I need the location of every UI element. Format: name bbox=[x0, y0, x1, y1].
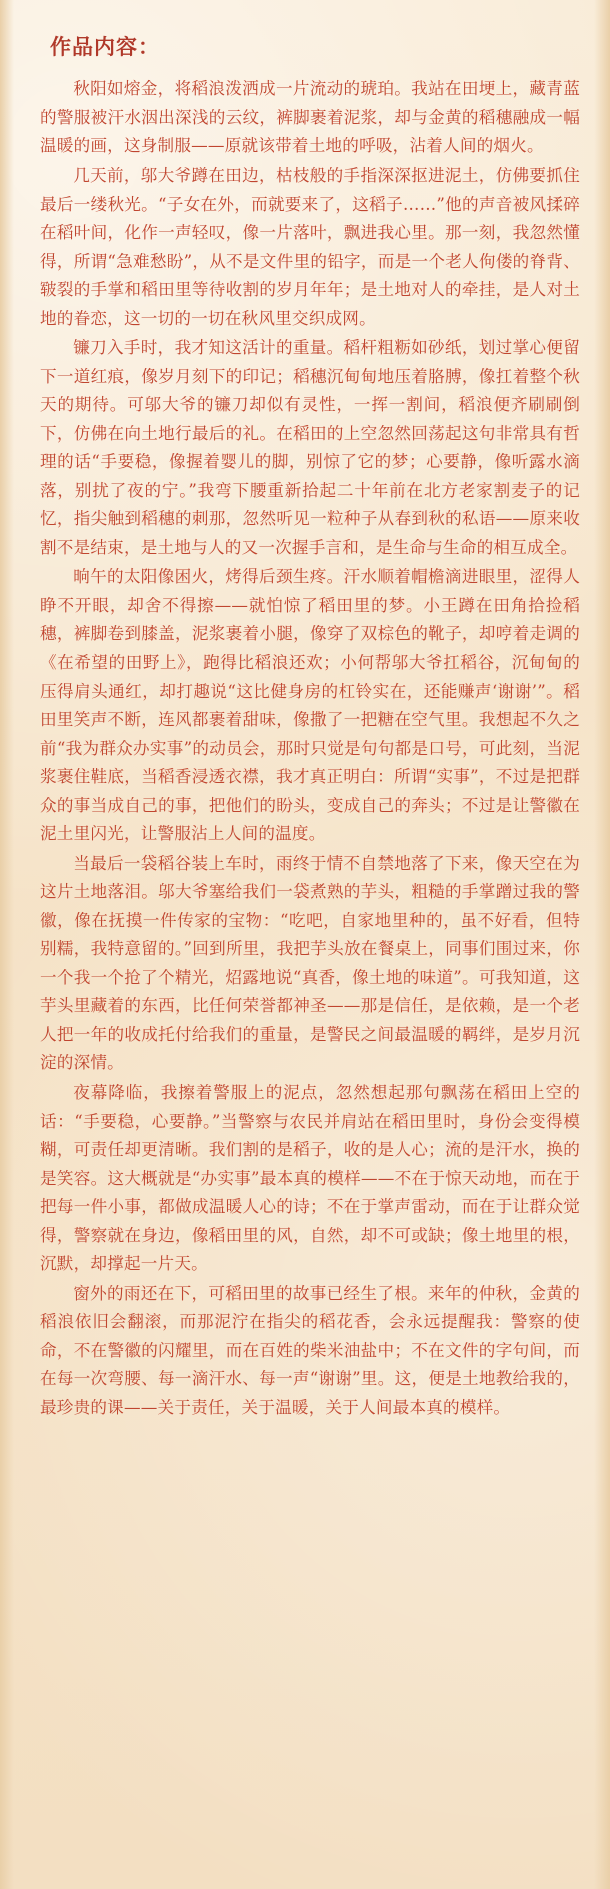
paragraph: 夜幕降临，我擦着警服上的泥点，忽然想起那句飘荡在稻田上空的话：“手要稳，心要静。”当警察与农民并肩站在稻田里时，身份会变得模糊，可责任却更清晰。我们割的是稻子，收的是人心；流的是汗水，换的是笑容。这大概就是“办实事”最本真的模样——不在于惊天动地，而在于把每一件小事，都做成温暖人心的诗；不在于掌声雷动，而在于让群众觉得，警察就在身边，像稻田里的风，自然，却不可或缺；像土地里的根，沉默，却撑起一片天。 bbox=[40, 1082, 580, 1274]
paragraph: 几天前，邬大爷蹲在田边，枯枝般的手指深深抠进泥土，仿佛要抓住最后一缕秋光。“子女在外，而就要来了，这稻子……”他的声音被风揉碎在稻叶间，化作一声轻叹，像一片落叶，飘进我心里。那一刻，我忽然懂得，所谓“急难愁盼”，从不是文件里的铅字，而是一个老人佝偻的脊背、皲裂的手掌和稻田里等待收割的岁月年年；是土地对人的牵挂，是人对土地的眷恋，这一切的一切在秋风里交织成网。 bbox=[40, 165, 580, 328]
paragraph: 秋阳如熔金，将稻浪泼洒成一片流动的琥珀。我站在田埂上，藏青蓝的警服被汗水洇出深浅的云纹，裤脚裹着泥浆，却与金黄的稻穗融成一幅温暖的画，这身制服——原就该带着土地的呼吸，沾着人间的烟火。 bbox=[40, 79, 580, 156]
document-body bbox=[40, 75, 580, 1422]
paragraph: 窗外的雨还在下，可稻田里的故事已经生了根。来年的仲秋，金黄的稻浪依旧会翻滚，而那泥泞在指尖的稻花香，会永远提醒我：警察的使命，不在警徽的闪耀里，而在百姓的柴米油盐中；不在文件的字句间，而在每一次弯腰、每一滴汗水、每一声“谢谢”里。这，便是土地教给我的，最珍贵的课——关于责任，关于温暖，关于人间最本真的模样。 bbox=[40, 1283, 580, 1417]
page-title: 作品内容： bbox=[50, 34, 160, 59]
paragraph: 镰刀入手时，我才知这活计的重量。稻杆粗粝如砂纸，划过掌心便留下一道红痕，像岁月刻下的印记；稻穗沉甸甸地压着胳膊，像扛着整个秋天的期待。可邬大爷的镰刀却似有灵性，一挥一割间，稻浪便齐刷刷倒下，仿佛在向土地行最后的礼。在稻田的上空忽然回荡起这句非常具有哲理的话“手要稳，像握着婴儿的脚，别惊了它的梦；心要静，像听露水滴落，别扰了夜的宁。”我弯下腰重新拾起二十年前在北方老家割麦子的记忆，指尖触到稻穗的刺那，忽然听见一粒种子从春到秋的私语——原来收割不是结束，是土地与人的又一次握手言和，是生命与生命的相互成全。 bbox=[40, 338, 580, 557]
paragraph: 当最后一袋稻谷装上车时，雨终于情不自禁地落了下来，像天空在为这片土地落泪。邬大爷塞给我们一袋煮熟的芋头，粗糙的手掌蹭过我的警徽，像在抚摸一件传家的宝物：“吃吧，自家地里种的，虽不好看，但特别糯，我特意留的。”回到所里，我把芋头放在餐桌上，同事们围过来，你一个我一个抢了个精光，炤露地说“真香，像土地的味道”。可我知道，这芋头里藏着的东西，比任何荣誉都神圣——那是信任，是依赖，是一个老人把一年的收成托付给我们的重量，是警民之间最温暖的羁绊，是岁月沉淀的深情。 bbox=[40, 853, 580, 1073]
paragraph: 晌午的太阳像困火，烤得后颈生疼。汗水顺着帽檐滴进眼里，涩得人睁不开眼，却舍不得擦——就怕惊了稻田里的梦。小王蹲在田角拾捡稻穗，裤脚卷到膝盖，泥浆裹着小腿，像穿了双棕色的靴子，却哼着走调的《在希望的田野上》，跑得比稻浪还欢；小何帮邬大爷扛稻谷，沉甸甸的压得肩头通红，却打趣说“这比健身房的杠铃实在，还能赚声‘谢谢’”。稻田里笑声不断，连风都裹着甜味，像撒了一把糖在空气里。我想起不久之前“我为群众办实事”的动员会，那时只觉是句句都是口号，可此刻，当泥浆裹住鞋底，当稻香浸透衣襟，我才真正明白：所谓“实事”，不过是把群众的事当成自己的事，把他们的盼头，变成自己的奔头；不过是让警徽在泥土里闪光，让警服沾上人间的温度。 bbox=[40, 567, 580, 844]
